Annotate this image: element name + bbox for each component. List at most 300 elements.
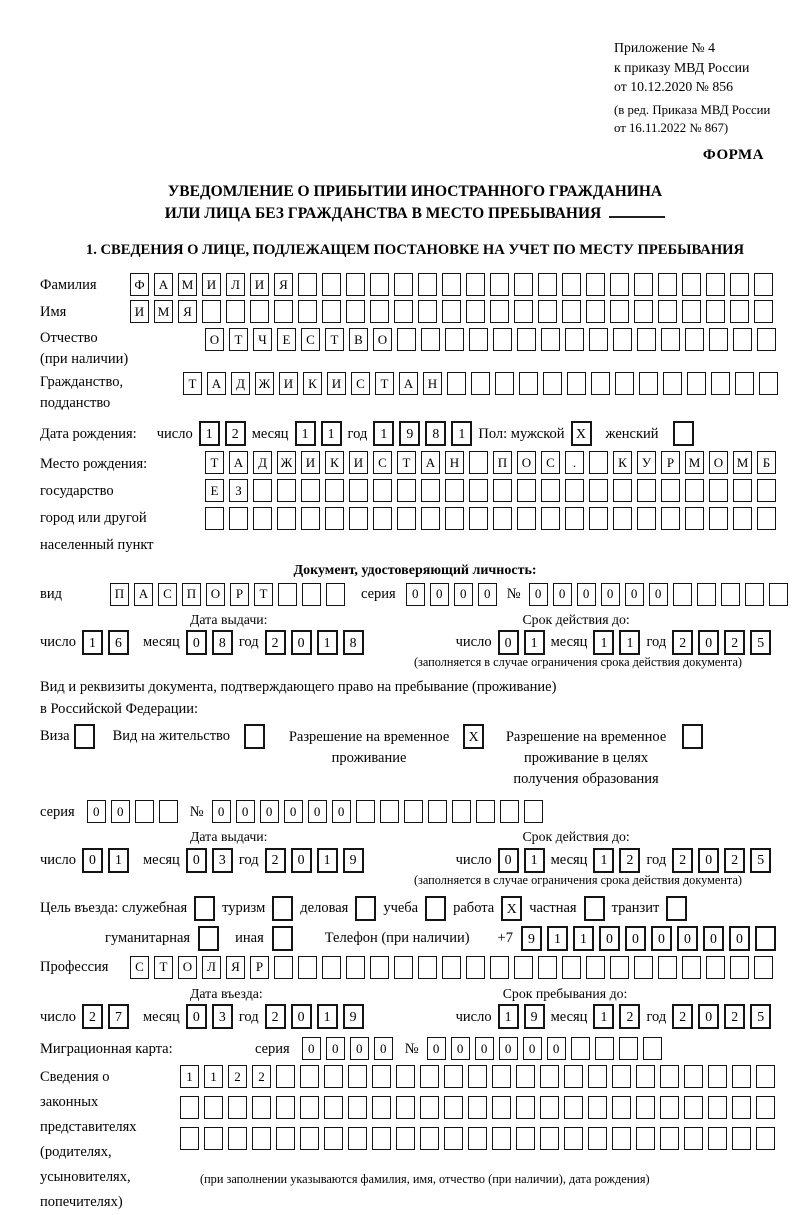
char-cell[interactable] bbox=[396, 1065, 415, 1088]
char-cell[interactable]: М bbox=[733, 451, 752, 474]
char-cell[interactable] bbox=[298, 273, 317, 296]
char-cell[interactable]: 0 bbox=[498, 848, 519, 873]
char-cell[interactable] bbox=[666, 896, 687, 921]
char-cell[interactable]: 0 bbox=[82, 848, 103, 873]
char-cell[interactable] bbox=[421, 479, 440, 502]
char-cell[interactable] bbox=[442, 273, 461, 296]
char-cell[interactable]: 0 bbox=[451, 1037, 470, 1060]
visa-checkbox[interactable] bbox=[74, 724, 95, 749]
char-cell[interactable] bbox=[524, 800, 543, 823]
char-cell[interactable]: Ж bbox=[255, 372, 274, 395]
char-cell[interactable] bbox=[516, 1065, 535, 1088]
char-cell[interactable] bbox=[394, 300, 413, 323]
char-cell[interactable] bbox=[397, 507, 416, 530]
char-cell[interactable] bbox=[346, 300, 365, 323]
char-cell[interactable]: М bbox=[154, 300, 173, 323]
char-cell[interactable]: А bbox=[207, 372, 226, 395]
char-cell[interactable]: Е bbox=[277, 328, 296, 351]
char-cell[interactable]: 2 bbox=[265, 1004, 286, 1029]
char-cell[interactable]: 0 bbox=[87, 800, 106, 823]
char-cell[interactable] bbox=[517, 507, 536, 530]
char-cell[interactable]: И bbox=[327, 372, 346, 395]
char-cell[interactable]: 9 bbox=[524, 1004, 545, 1029]
char-cell[interactable]: 0 bbox=[350, 1037, 369, 1060]
char-cell[interactable] bbox=[636, 1065, 655, 1088]
citizenship-cells[interactable] bbox=[183, 372, 778, 395]
char-cell[interactable]: Д bbox=[231, 372, 250, 395]
profession-cells[interactable] bbox=[130, 956, 773, 979]
char-cell[interactable] bbox=[639, 372, 658, 395]
char-cell[interactable] bbox=[421, 507, 440, 530]
char-cell[interactable] bbox=[348, 1127, 367, 1150]
char-cell[interactable] bbox=[452, 800, 471, 823]
char-cell[interactable] bbox=[637, 328, 656, 351]
char-cell[interactable]: П bbox=[182, 583, 201, 606]
char-cell[interactable] bbox=[272, 896, 293, 921]
char-cell[interactable]: 2 bbox=[265, 848, 286, 873]
char-cell[interactable] bbox=[613, 479, 632, 502]
char-cell[interactable]: С bbox=[373, 451, 392, 474]
char-cell[interactable]: 0 bbox=[308, 800, 327, 823]
char-cell[interactable] bbox=[397, 479, 416, 502]
char-cell[interactable]: 0 bbox=[703, 926, 724, 951]
char-cell[interactable] bbox=[697, 583, 716, 606]
char-cell[interactable] bbox=[706, 956, 725, 979]
char-cell[interactable] bbox=[466, 300, 485, 323]
char-cell[interactable] bbox=[658, 956, 677, 979]
char-cell[interactable] bbox=[228, 1127, 247, 1150]
char-cell[interactable]: С bbox=[301, 328, 320, 351]
char-cell[interactable] bbox=[468, 1065, 487, 1088]
char-cell[interactable] bbox=[444, 1096, 463, 1119]
permit-issue-year-cells[interactable] bbox=[265, 848, 364, 873]
char-cell[interactable] bbox=[595, 1037, 614, 1060]
char-cell[interactable] bbox=[658, 300, 677, 323]
char-cell[interactable]: X bbox=[571, 421, 592, 446]
purpose-official-checkbox[interactable] bbox=[194, 896, 215, 921]
char-cell[interactable] bbox=[732, 1065, 751, 1088]
char-cell[interactable]: 2 bbox=[619, 1004, 640, 1029]
char-cell[interactable] bbox=[613, 507, 632, 530]
char-cell[interactable]: 2 bbox=[672, 1004, 693, 1029]
char-cell[interactable] bbox=[356, 800, 375, 823]
char-cell[interactable] bbox=[445, 507, 464, 530]
char-cell[interactable] bbox=[349, 507, 368, 530]
char-cell[interactable] bbox=[418, 956, 437, 979]
birth-month-cells[interactable] bbox=[295, 421, 342, 446]
char-cell[interactable]: 3 bbox=[212, 848, 233, 873]
char-cell[interactable]: О bbox=[206, 583, 225, 606]
char-cell[interactable] bbox=[373, 479, 392, 502]
entry-year-cells[interactable] bbox=[265, 1004, 364, 1029]
char-cell[interactable] bbox=[322, 273, 341, 296]
char-cell[interactable] bbox=[754, 273, 773, 296]
private-checkbox[interactable] bbox=[584, 896, 605, 921]
char-cell[interactable] bbox=[588, 1127, 607, 1150]
char-cell[interactable]: П bbox=[110, 583, 129, 606]
char-cell[interactable]: 1 bbox=[321, 421, 342, 446]
char-cell[interactable] bbox=[732, 1096, 751, 1119]
char-cell[interactable] bbox=[372, 1065, 391, 1088]
char-cell[interactable]: Т bbox=[205, 451, 224, 474]
char-cell[interactable] bbox=[250, 300, 269, 323]
char-cell[interactable] bbox=[684, 1096, 703, 1119]
char-cell[interactable] bbox=[490, 273, 509, 296]
char-cell[interactable] bbox=[252, 1096, 271, 1119]
char-cell[interactable]: 1 bbox=[524, 630, 545, 655]
char-cell[interactable] bbox=[708, 1065, 727, 1088]
char-cell[interactable] bbox=[466, 273, 485, 296]
char-cell[interactable]: 0 bbox=[553, 583, 572, 606]
char-cell[interactable] bbox=[610, 273, 629, 296]
doc-valid-month-cells[interactable] bbox=[593, 630, 640, 655]
char-cell[interactable] bbox=[538, 273, 557, 296]
char-cell[interactable]: 2 bbox=[225, 421, 246, 446]
char-cell[interactable] bbox=[500, 800, 519, 823]
char-cell[interactable] bbox=[661, 328, 680, 351]
char-cell[interactable] bbox=[300, 1065, 319, 1088]
char-cell[interactable] bbox=[372, 1096, 391, 1119]
char-cell[interactable]: 2 bbox=[619, 848, 640, 873]
char-cell[interactable]: 1 bbox=[524, 848, 545, 873]
doc-valid-year-cells[interactable] bbox=[672, 630, 771, 655]
char-cell[interactable] bbox=[591, 372, 610, 395]
char-cell[interactable] bbox=[396, 1096, 415, 1119]
char-cell[interactable] bbox=[468, 1096, 487, 1119]
char-cell[interactable] bbox=[370, 273, 389, 296]
birth-place-row-2[interactable] bbox=[205, 479, 776, 502]
char-cell[interactable] bbox=[253, 479, 272, 502]
residence-permit-checkbox[interactable] bbox=[244, 724, 265, 749]
char-cell[interactable] bbox=[564, 1096, 583, 1119]
char-cell[interactable] bbox=[274, 300, 293, 323]
char-cell[interactable] bbox=[637, 479, 656, 502]
char-cell[interactable] bbox=[735, 372, 754, 395]
char-cell[interactable] bbox=[324, 1096, 343, 1119]
char-cell[interactable] bbox=[564, 1065, 583, 1088]
char-cell[interactable] bbox=[301, 507, 320, 530]
char-cell[interactable]: Т bbox=[229, 328, 248, 351]
doc-issue-month-cells[interactable] bbox=[186, 630, 233, 655]
char-cell[interactable] bbox=[757, 328, 776, 351]
char-cell[interactable] bbox=[516, 1127, 535, 1150]
char-cell[interactable] bbox=[709, 507, 728, 530]
migration-number-cells[interactable] bbox=[427, 1037, 662, 1060]
char-cell[interactable] bbox=[516, 1096, 535, 1119]
char-cell[interactable] bbox=[276, 1065, 295, 1088]
char-cell[interactable] bbox=[588, 1065, 607, 1088]
char-cell[interactable]: 0 bbox=[186, 1004, 207, 1029]
char-cell[interactable] bbox=[276, 1096, 295, 1119]
char-cell[interactable]: С bbox=[130, 956, 149, 979]
char-cell[interactable]: 1 bbox=[108, 848, 129, 873]
char-cell[interactable]: 0 bbox=[698, 848, 719, 873]
char-cell[interactable]: Т bbox=[375, 372, 394, 395]
char-cell[interactable] bbox=[709, 328, 728, 351]
char-cell[interactable] bbox=[565, 479, 584, 502]
char-cell[interactable] bbox=[567, 372, 586, 395]
char-cell[interactable] bbox=[721, 583, 740, 606]
char-cell[interactable]: 0 bbox=[651, 926, 672, 951]
stay-month-cells[interactable] bbox=[593, 1004, 640, 1029]
char-cell[interactable]: 8 bbox=[425, 421, 446, 446]
char-cell[interactable]: X bbox=[501, 896, 522, 921]
char-cell[interactable]: К bbox=[303, 372, 322, 395]
char-cell[interactable] bbox=[325, 479, 344, 502]
char-cell[interactable] bbox=[756, 1096, 775, 1119]
char-cell[interactable] bbox=[421, 328, 440, 351]
char-cell[interactable]: О bbox=[373, 328, 392, 351]
char-cell[interactable] bbox=[476, 800, 495, 823]
char-cell[interactable] bbox=[612, 1127, 631, 1150]
char-cell[interactable]: 0 bbox=[499, 1037, 518, 1060]
char-cell[interactable]: И bbox=[130, 300, 149, 323]
doc-number-cells[interactable] bbox=[529, 583, 788, 606]
char-cell[interactable] bbox=[733, 328, 752, 351]
char-cell[interactable]: 1 bbox=[373, 421, 394, 446]
char-cell[interactable] bbox=[732, 1127, 751, 1150]
char-cell[interactable] bbox=[658, 273, 677, 296]
char-cell[interactable]: О bbox=[205, 328, 224, 351]
char-cell[interactable]: 2 bbox=[228, 1065, 247, 1088]
char-cell[interactable] bbox=[636, 1096, 655, 1119]
char-cell[interactable]: Ж bbox=[277, 451, 296, 474]
char-cell[interactable]: 1 bbox=[547, 926, 568, 951]
char-cell[interactable]: Т bbox=[154, 956, 173, 979]
char-cell[interactable]: 9 bbox=[521, 926, 542, 951]
permit-valid-year-cells[interactable] bbox=[672, 848, 771, 873]
char-cell[interactable] bbox=[673, 421, 694, 446]
char-cell[interactable] bbox=[733, 479, 752, 502]
doc-series-cells[interactable] bbox=[406, 583, 497, 606]
permit-issue-month-cells[interactable] bbox=[186, 848, 233, 873]
char-cell[interactable]: М bbox=[178, 273, 197, 296]
char-cell[interactable] bbox=[636, 1127, 655, 1150]
char-cell[interactable]: 2 bbox=[724, 630, 745, 655]
char-cell[interactable] bbox=[252, 1127, 271, 1150]
char-cell[interactable] bbox=[730, 273, 749, 296]
char-cell[interactable]: 0 bbox=[332, 800, 351, 823]
char-cell[interactable]: Ч bbox=[253, 328, 272, 351]
permit-valid-day-cells[interactable] bbox=[498, 848, 545, 873]
char-cell[interactable] bbox=[586, 956, 605, 979]
representatives-row-2[interactable] bbox=[180, 1096, 775, 1119]
char-cell[interactable] bbox=[588, 1096, 607, 1119]
char-cell[interactable] bbox=[584, 896, 605, 921]
char-cell[interactable] bbox=[586, 273, 605, 296]
char-cell[interactable] bbox=[517, 328, 536, 351]
char-cell[interactable] bbox=[204, 1127, 223, 1150]
char-cell[interactable] bbox=[634, 956, 653, 979]
stay-year-cells[interactable] bbox=[672, 1004, 771, 1029]
char-cell[interactable]: 1 bbox=[619, 630, 640, 655]
char-cell[interactable] bbox=[272, 926, 293, 951]
doc-valid-day-cells[interactable] bbox=[498, 630, 545, 655]
char-cell[interactable] bbox=[226, 300, 245, 323]
char-cell[interactable]: И bbox=[202, 273, 221, 296]
char-cell[interactable] bbox=[324, 1065, 343, 1088]
char-cell[interactable] bbox=[278, 583, 297, 606]
char-cell[interactable]: 0 bbox=[729, 926, 750, 951]
char-cell[interactable]: 1 bbox=[317, 1004, 338, 1029]
char-cell[interactable] bbox=[397, 328, 416, 351]
char-cell[interactable]: Т bbox=[183, 372, 202, 395]
char-cell[interactable]: 0 bbox=[625, 926, 646, 951]
char-cell[interactable]: 3 bbox=[212, 1004, 233, 1029]
char-cell[interactable] bbox=[202, 300, 221, 323]
char-cell[interactable] bbox=[565, 507, 584, 530]
char-cell[interactable] bbox=[769, 583, 788, 606]
char-cell[interactable]: 1 bbox=[451, 421, 472, 446]
char-cell[interactable] bbox=[708, 1096, 727, 1119]
char-cell[interactable] bbox=[445, 328, 464, 351]
char-cell[interactable] bbox=[372, 1127, 391, 1150]
entry-day-cells[interactable] bbox=[82, 1004, 129, 1029]
char-cell[interactable] bbox=[348, 1096, 367, 1119]
char-cell[interactable] bbox=[634, 300, 653, 323]
char-cell[interactable] bbox=[205, 507, 224, 530]
char-cell[interactable]: 8 bbox=[212, 630, 233, 655]
char-cell[interactable]: 2 bbox=[252, 1065, 271, 1088]
char-cell[interactable] bbox=[660, 1127, 679, 1150]
char-cell[interactable] bbox=[661, 479, 680, 502]
char-cell[interactable]: 2 bbox=[265, 630, 286, 655]
stay-day-cells[interactable] bbox=[498, 1004, 545, 1029]
char-cell[interactable] bbox=[589, 328, 608, 351]
char-cell[interactable] bbox=[612, 1065, 631, 1088]
char-cell[interactable] bbox=[538, 956, 557, 979]
char-cell[interactable] bbox=[244, 724, 265, 749]
char-cell[interactable] bbox=[709, 479, 728, 502]
char-cell[interactable]: Е bbox=[205, 479, 224, 502]
birth-year-cells[interactable] bbox=[373, 421, 472, 446]
char-cell[interactable]: Ф bbox=[130, 273, 149, 296]
char-cell[interactable]: 0 bbox=[111, 800, 130, 823]
temp-residence-edu-checkbox[interactable] bbox=[682, 724, 703, 749]
char-cell[interactable]: 5 bbox=[750, 1004, 771, 1029]
char-cell[interactable] bbox=[277, 507, 296, 530]
char-cell[interactable] bbox=[444, 1127, 463, 1150]
char-cell[interactable] bbox=[562, 956, 581, 979]
char-cell[interactable]: О bbox=[517, 451, 536, 474]
char-cell[interactable]: 0 bbox=[291, 630, 312, 655]
char-cell[interactable] bbox=[541, 328, 560, 351]
char-cell[interactable] bbox=[685, 328, 704, 351]
char-cell[interactable] bbox=[540, 1096, 559, 1119]
char-cell[interactable] bbox=[687, 372, 706, 395]
business-checkbox[interactable] bbox=[355, 896, 376, 921]
representatives-row-3[interactable] bbox=[180, 1127, 775, 1150]
char-cell[interactable] bbox=[682, 724, 703, 749]
char-cell[interactable] bbox=[300, 1127, 319, 1150]
char-cell[interactable] bbox=[198, 926, 219, 951]
char-cell[interactable]: 1 bbox=[317, 630, 338, 655]
char-cell[interactable] bbox=[517, 479, 536, 502]
char-cell[interactable] bbox=[643, 1037, 662, 1060]
char-cell[interactable]: 0 bbox=[454, 583, 473, 606]
representatives-row-1[interactable] bbox=[180, 1065, 775, 1088]
given-name-cells[interactable] bbox=[130, 300, 773, 323]
char-cell[interactable] bbox=[708, 1127, 727, 1150]
char-cell[interactable]: 2 bbox=[724, 1004, 745, 1029]
char-cell[interactable]: 2 bbox=[724, 848, 745, 873]
char-cell[interactable] bbox=[754, 956, 773, 979]
char-cell[interactable] bbox=[564, 1127, 583, 1150]
char-cell[interactable] bbox=[490, 956, 509, 979]
char-cell[interactable] bbox=[468, 1127, 487, 1150]
char-cell[interactable] bbox=[610, 956, 629, 979]
char-cell[interactable]: 0 bbox=[475, 1037, 494, 1060]
char-cell[interactable]: 0 bbox=[427, 1037, 446, 1060]
char-cell[interactable]: 2 bbox=[672, 848, 693, 873]
char-cell[interactable]: Я bbox=[274, 273, 293, 296]
char-cell[interactable] bbox=[562, 300, 581, 323]
char-cell[interactable]: Я bbox=[178, 300, 197, 323]
char-cell[interactable] bbox=[682, 300, 701, 323]
char-cell[interactable] bbox=[682, 273, 701, 296]
birth-place-row-3[interactable] bbox=[205, 507, 776, 530]
char-cell[interactable]: 8 bbox=[343, 630, 364, 655]
char-cell[interactable]: И bbox=[250, 273, 269, 296]
permit-issue-day-cells[interactable] bbox=[82, 848, 129, 873]
char-cell[interactable]: А bbox=[154, 273, 173, 296]
char-cell[interactable] bbox=[495, 372, 514, 395]
char-cell[interactable]: Р bbox=[230, 583, 249, 606]
char-cell[interactable]: В bbox=[349, 328, 368, 351]
char-cell[interactable]: И bbox=[301, 451, 320, 474]
char-cell[interactable] bbox=[322, 300, 341, 323]
char-cell[interactable] bbox=[706, 300, 725, 323]
char-cell[interactable] bbox=[660, 1096, 679, 1119]
char-cell[interactable] bbox=[159, 800, 178, 823]
char-cell[interactable]: 0 bbox=[478, 583, 497, 606]
char-cell[interactable]: Т bbox=[397, 451, 416, 474]
char-cell[interactable] bbox=[298, 956, 317, 979]
char-cell[interactable]: Б bbox=[757, 451, 776, 474]
char-cell[interactable]: 0 bbox=[302, 1037, 321, 1060]
char-cell[interactable] bbox=[204, 1096, 223, 1119]
phone-cells[interactable] bbox=[521, 926, 776, 951]
char-cell[interactable]: 0 bbox=[523, 1037, 542, 1060]
char-cell[interactable]: 0 bbox=[236, 800, 255, 823]
char-cell[interactable]: О bbox=[709, 451, 728, 474]
char-cell[interactable]: 7 bbox=[108, 1004, 129, 1029]
char-cell[interactable] bbox=[730, 956, 749, 979]
char-cell[interactable] bbox=[274, 956, 293, 979]
char-cell[interactable] bbox=[326, 583, 345, 606]
doc-type-cells[interactable] bbox=[110, 583, 345, 606]
char-cell[interactable]: К bbox=[613, 451, 632, 474]
char-cell[interactable]: 1 bbox=[199, 421, 220, 446]
char-cell[interactable] bbox=[543, 372, 562, 395]
char-cell[interactable]: А bbox=[229, 451, 248, 474]
char-cell[interactable]: Р bbox=[250, 956, 269, 979]
char-cell[interactable]: П bbox=[493, 451, 512, 474]
char-cell[interactable]: 0 bbox=[698, 1004, 719, 1029]
char-cell[interactable] bbox=[349, 479, 368, 502]
char-cell[interactable] bbox=[733, 507, 752, 530]
char-cell[interactable] bbox=[444, 1065, 463, 1088]
char-cell[interactable] bbox=[682, 956, 701, 979]
char-cell[interactable] bbox=[447, 372, 466, 395]
char-cell[interactable]: 2 bbox=[82, 1004, 103, 1029]
char-cell[interactable] bbox=[755, 926, 776, 951]
char-cell[interactable]: Я bbox=[226, 956, 245, 979]
char-cell[interactable]: С bbox=[541, 451, 560, 474]
char-cell[interactable]: 0 bbox=[625, 583, 644, 606]
other-checkbox[interactable] bbox=[272, 926, 293, 951]
char-cell[interactable]: 5 bbox=[750, 630, 771, 655]
